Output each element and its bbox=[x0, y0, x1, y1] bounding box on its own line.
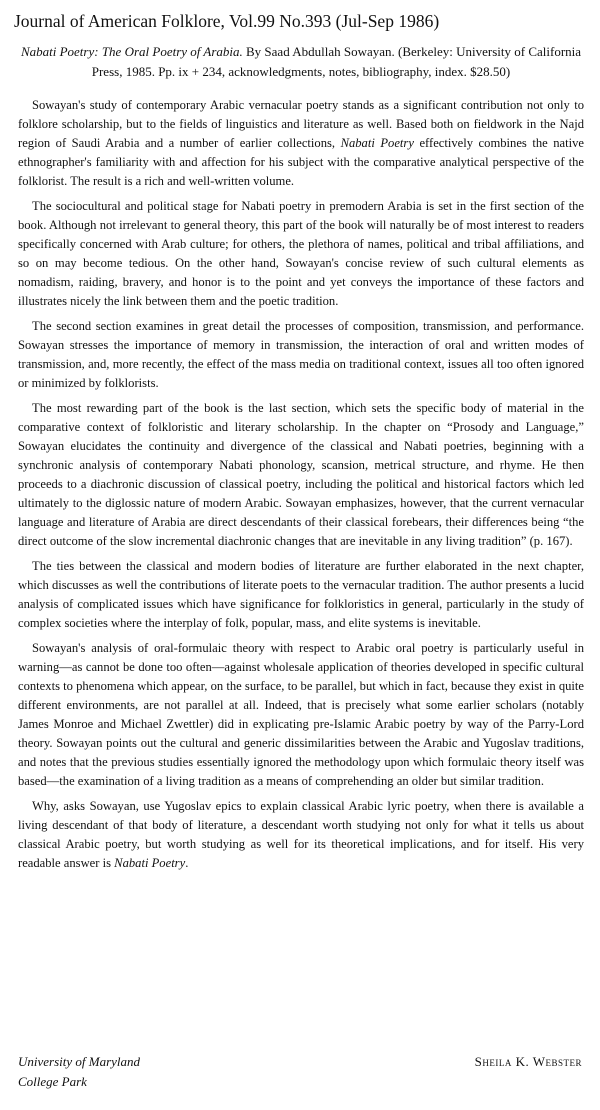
affiliation-line-1: University of Maryland bbox=[18, 1054, 141, 1069]
paragraph-6: Sowayan's analysis of oral-formulaic theory with respect to Arabic oral poetry is particularly useful in warning—as cannot be done too often—against wholesale application of theories developed in specific cultural contexts to phenomena which appear, on the surface, to be parallel, but which in fact, because they exist in quite different environments, are not parallel at all. Indeed, that is precisely what some earlier scholars (notably James Monroe and Michael Zwettler) did in explicating pre-Islamic Arabic poetry by way of the Parry-Lord theory. Sowayan points out the cultural and generic dissimilarities between the Arabic and Yugoslav traditions, and notes that the previous studies essentially ignored the methodology upon which formulaic theory itself was based—the examination of a living tradition as a means of comprehending an older but similar tradition. bbox=[18, 641, 584, 788]
book-citation bbox=[14, 42, 588, 82]
paragraph-5: The ties between the classical and modern bodies of literature are further elaborated in the next chapter, which discusses as well the contributions of literate poets to the vernacular tradition. The author presents a lucid analysis of complicated issues which have significance for folkloristics in general, particularly in the study of complex societies where the interplay of folk, popular, mass, and elite systems is inevitable. bbox=[18, 559, 584, 630]
citation-details: By Saad Abdullah Sowayan. (Berkeley: University of California Press, 1985. Pp. ix + 234, acknowledgments, notes, bibliography, index. $28.50) bbox=[91, 44, 582, 79]
affiliation-line-2: College Park bbox=[18, 1074, 87, 1089]
paragraph-4: The most rewarding part of the book is the last section, which sets the specific body of material in the comparative context of folkloristic and literary scholarship. In the chapter on “Prosody and Language,” Sowayan elucidates the continuity and divergence of the classical and Nabati poetries, beginning with a synchronic analysis of contemporary Nabati phonology, scansion, metrical structure, and rhyme. He then proceeds to a diachronic discussion of classical poetry, including the political and historical factors which led ultimately to the diglossic nature of modern Arabic. Sowayan emphasizes, however, that the current vernacular language and literature of Arabia are direct descendants of their classical forebears, their differences being “the direct outcome of the slow incremental diachronic changes that are inevitable in any living tradition” (p. 167). bbox=[18, 401, 584, 548]
review-footer bbox=[18, 1052, 582, 1092]
paragraph-2: The sociocultural and political stage for Nabati poetry in premodern Arabia is set in the first section of the book. Although not irrelevant to general theory, this part of the book will naturally be of most interest to readers specifically concerned with Arab culture; for others, the plethora of names, political and tribal affiliations, and so on may become tedious. On the other hand, Sowayan's concise review of such cultural elements as nomadism, raiding, bravery, and honor is to the point and yet conveys the importance of these factors and illustrates nicely the link between them and the poetic tradition. bbox=[18, 199, 584, 308]
author-name: Sheila K. Webster bbox=[474, 1054, 582, 1069]
book-title: Nabati Poetry: The Oral Poetry of Arabia. bbox=[20, 44, 243, 59]
author-affiliation bbox=[18, 1052, 140, 1092]
paragraph-1: Sowayan's study of contemporary Arabic vernacular poetry stands as a significant contribution not only to folklore scholarship, but to the fields of linguistics and literature as well. Based both on fieldwork in the Najd region of Saudi Arabia and a number of earlier collections, Nabati Poetry effectively combines the native ethnographer's familiarity with and affection for his subject with the comparative analytical perspective of the folklorist. The result is a rich and well-written volume. bbox=[18, 98, 584, 188]
review-body bbox=[18, 96, 584, 873]
paragraph-7: Why, asks Sowayan, use Yugoslav epics to explain classical Arabic lyric poetry, when there is available a living descendant of that body of literature, a descendant worth studying not only for what it tells us about classical Arabic poetry, but worth studying as well for its theoretical implications, and for itself. His very readable answer is Nabati Poetry. bbox=[18, 799, 584, 870]
paragraph-3: The second section examines in great detail the processes of composition, transmission, and performance. Sowayan stresses the importance of memory in transmission, the interaction of oral and written modes of transmission, and, more recently, the effect of the mass media on traditional context, issues all too often ignored or minimized by folklorists. bbox=[18, 319, 584, 390]
journal-header: Journal of American Folklore, Vol.99 No.393 (Jul-Sep 1986) bbox=[14, 11, 440, 31]
